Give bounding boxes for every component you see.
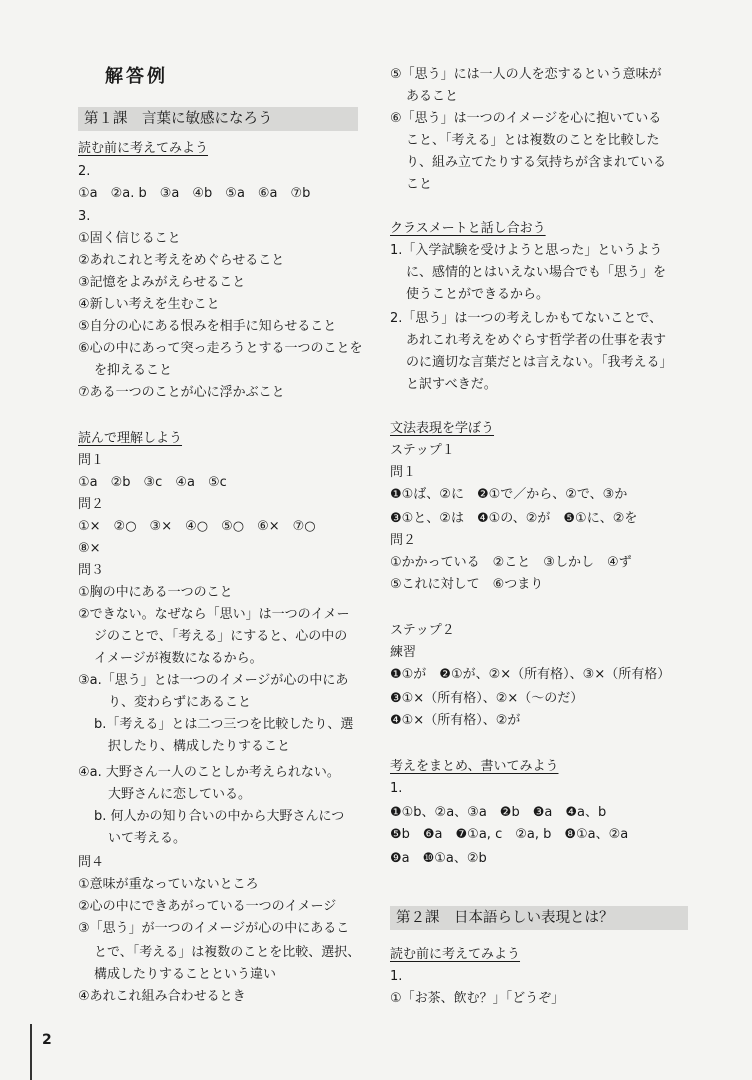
answer-line: 問２ (390, 533, 417, 548)
answer-line: ③a.「思う」とは一つのイメージが心の中にあ (78, 673, 349, 688)
answer-line: イメージが複数になるから。 (94, 651, 263, 666)
answer-line: り、組み立てたりする気持ちが含まれている (406, 155, 667, 170)
answer-line: ①× ②○ ③× ④○ ⑤○ ⑥× ⑦○ (78, 519, 316, 534)
answer-line: ⑥心の中にあって突っ走ろうとする一つのことを (78, 341, 363, 356)
answer-line: ❶①が ❷①が、②×（所有格）、③×（所有格） (390, 667, 671, 682)
answer-line: 1. (390, 969, 403, 984)
answer-line: 問４ (78, 855, 105, 870)
answer-line: 1. (390, 781, 403, 796)
answer-line: 問３ (78, 563, 105, 578)
answer-line: 使うことができるから。 (406, 287, 550, 302)
answer-line: ④新しい考えを生むこと (78, 297, 220, 312)
answer-line: 構成したりすることという違い (94, 967, 277, 982)
answer-line: ④a. 大野さん一人のことしか考えられない。 (78, 765, 340, 780)
section-heading: 考えをまとめ、書いてみよう (390, 759, 559, 774)
answer-line: あること (406, 89, 459, 104)
answer-line: いて考える。 (108, 831, 187, 846)
answer-line: ②あれこれと考えをめぐらせること (78, 253, 285, 268)
answer-line: 3. (78, 209, 91, 224)
answer-line: 択したり、構成したりすること (108, 739, 291, 754)
answer-line: 2. (78, 164, 91, 179)
answer-line: ❺b ❻a ❼①a, c ②a, b ❽①a、②a (390, 827, 629, 842)
page-number: 2 (42, 1032, 52, 1048)
answer-line: ①胸の中にある一つのこと (78, 585, 233, 600)
answer-line: ②できない。なぜなら「思い」は一つのイメー (78, 607, 350, 622)
answer-line: ❶①ば、②に ❷①で／から、②で、③か (390, 487, 628, 502)
answer-line: ❾a ❿①a、②b (390, 851, 487, 866)
answer-line: ステップ１ (390, 443, 455, 458)
answer-line: 練習 (390, 645, 417, 660)
answer-line: ①かかっている ②こと ③しかし ④ず (390, 555, 632, 570)
answer-line: 1.「入学試験を受けようと思った」というよう (390, 243, 663, 258)
answer-line: ④あれこれ組み合わせるとき (78, 989, 246, 1004)
answer-line: こと (406, 177, 433, 192)
answer-line: り、変わらずにあること (108, 695, 252, 710)
answer-line: ステップ２ (390, 623, 455, 638)
answer-line: あれこれ考えをめぐらす哲学者の仕事を表す (406, 333, 667, 348)
answer-line: ⑤これに対して ⑥つまり (390, 577, 544, 592)
section-heading: 読む前に考えてみよう (390, 947, 521, 962)
answer-line: ①a ②b ③c ④a ⑤c (78, 475, 227, 490)
answer-line: ③記憶をよみがえらせること (78, 275, 246, 290)
answer-line: に、感情的とはいえない場合でも「思う」を (406, 265, 667, 280)
answer-line: ②心の中にできあがっている一つのイメージ (78, 899, 337, 914)
section-heading: 読む前に考えてみよう (78, 141, 209, 156)
lesson-2-heading: 第２課 日本語らしい表現とは？ (390, 906, 688, 930)
answer-line: ⑥「思う」は一つのイメージを心に抱いている (390, 111, 662, 126)
answer-line: ①「お茶、飲む？」「どうぞ」 (390, 991, 565, 1006)
answer-line: とで、「考える」は複数のことを比較、選択、 (94, 945, 361, 960)
answer-line: ⑤「思う」には一人の人を恋するという意味が (390, 67, 662, 82)
answer-line: ジのことで、「考える」にすると、心の中の (94, 629, 348, 644)
section-heading: 文法表現を学ぼう (390, 421, 495, 436)
answer-line: を抑えること (94, 363, 173, 378)
answer-line: ❹①×（所有格）、②が (390, 713, 521, 728)
answer-line: ❶①b、②a、③a ❷b ❸a ❹a、b (390, 805, 607, 820)
answer-line: ⑤自分の心にある恨みを相手に知らせること (78, 319, 337, 334)
answer-line: ❸①と、②は ❹①の、②が ❺①に、②を (390, 511, 638, 526)
answer-line: b.「考える」とは二つ三つを比較したり、選 (94, 717, 354, 732)
answer-line: ①固く信じること (78, 231, 181, 246)
answer-line: のに適切な言葉だとは言えない。「我考える」 (406, 355, 673, 370)
answer-line: ⑦ある一つのことが心に浮かぶこと (78, 385, 285, 400)
page-margin-rule (30, 1024, 32, 1080)
page-title: 解答例 (105, 66, 168, 87)
answer-line: ❸①×（所有格）、②×（〜のだ） (390, 691, 584, 706)
answer-line: ①意味が重なっていないところ (78, 877, 259, 892)
answer-line: ①a ②a. b ③a ④b ⑤a ⑥a ⑦b (78, 186, 311, 201)
answer-line: と訳すべきだ。 (406, 377, 497, 392)
answer-line: 問１ (390, 465, 417, 480)
answer-line: 問１ (78, 453, 105, 468)
section-heading: クラスメートと話し合おう (390, 221, 546, 236)
answer-line: ③「思う」が一つのイメージが心の中にあるこ (78, 921, 350, 936)
answer-line: ⑧× (78, 541, 101, 556)
answer-line: 大野さんに恋している。 (108, 787, 252, 802)
answer-line: 2.「思う」は一つの考えしかもてないことで、 (390, 311, 663, 326)
section-heading: 読んで理解しよう (78, 431, 183, 446)
answer-line: b. 何人かの知り合いの中から大野さんにつ (94, 809, 345, 824)
answer-line: 問２ (78, 497, 105, 512)
lesson-1-heading: 第１課 言葉に敏感になろう (78, 107, 358, 131)
answer-line: こと、「考える」とは複数のことを比較した (406, 133, 660, 148)
